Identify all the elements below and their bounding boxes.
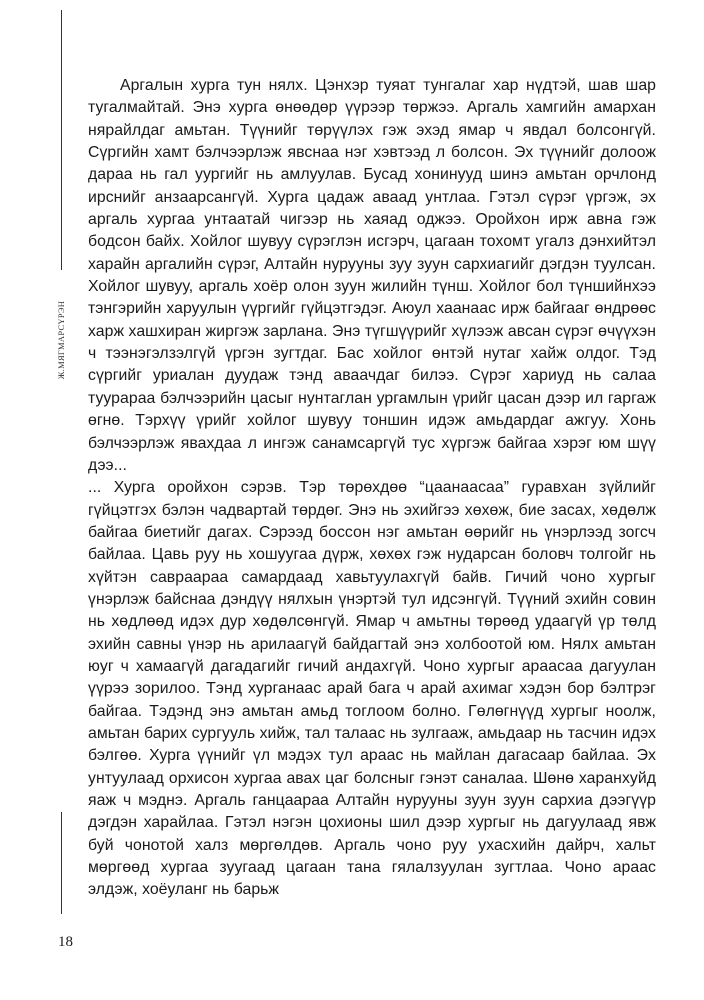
page-number: 18 xyxy=(58,934,73,950)
running-head-author: Ж.МЯГМАРСҮРЭН xyxy=(56,300,66,380)
paragraph-1: Аргалын хурга тун нялх. Цэнхэр туяат тунгалаг хар нүдтэй, шав шар тугалмайтай. Энэ хурга өнөөдөр үүрээр төржээ. Аргаль хамгийн амархан нярайлдаг амьтан. Түүнийг төрүүлэх гэж эхэд ямар ч явдал болсонгүй. Сүргийн хамт бэлчээрлэж явснаа нэг хэвтээд л болсон. Эх түүнийг долоож дараа нь гал уургийг нь амлуулав. Бусад хонинууд шинэ амьтан орчлонд ирснийг анзаарсангүй. Хурга цадаж аваад унтлаа. Гэтэл сүрэг үргэж, эх аргаль хургаа унтаатай чигээр нь хаяад оджээ. Оройхон ирж авна гэж бодсон байх. Хойлог шувуу сүрэглэн исгэрч, цагаан тохомт угалз дэнхийтэл харайн аргалийн сүрэг, Алтайн нурууны зуу зуун сархиагийг дэгдэн туулсан. Хойлог шувуу, аргаль хоёр олон зуун жилийн түнш. Хойлог бол түншийнхээ тэнгэрийн харуулын үүргийг гүйцэтгэдэг. Аюул хаанаас ирж байгааг өндрөөс харж хашхиран жиргэж зарлана. Энэ түгшүүрийг хүлээж авсан сүрэг өчүүхэн ч тээнэгэлзэлгүй үргэн зугтдаг. Бас хойлог өнтэй нутаг хайж олдог. Тэд сүргийг уриалан дуудаж тэнд аваачдаг билээ. Сүрэг хариуд нь салаа туурараа бэлчээрийн цасыг нунтаглан ургамлын үрийг цасан дээр ил гаргаж өгнө. Тэрхүү үрийг хойлог шувуу тоншин идэж амьдардаг ажгуу. Хонь бэлчээрлэж явахдаа л ингэж санамсаргүй тус хүргэж байгаа хэрэг юм шүү дээ... xyxy=(88,77,656,474)
body-text xyxy=(88,75,656,902)
paragraph-2: ... Хурга оройхон сэрэв. Тэр төрөхдөө “цаанаасаа” гуравхан зүйлийг гүйцэтгэх бэлэн чадвартай төрдөг. Энэ нь эхийгээ хөхөж, бие засах, хөдөлж байгаа биетийг дагах. Сэрээд боссон нэг амьтан өөрийг нь үнэрлээд зогсч байлаа. Цавь руу нь хошуугаа дүрж, хөхөх гэж нударсан боловч толгойг нь хүйтэн савраараа самардаад хавьтуулахгүй байв. Гичий чоно хургыг үнэрлэж байснаа дэндүү нялхын үнэртэй тул идсэнгүй. Түүний эхийн совин нь хөдлөөд идэх дур хөдөлсөнгүй. Ямар ч амьтны төрөөд удаагүй үр төлд эхийн савны үнэр нь арилаагүй байдагтай энэ холбоотой юм. Нялх амьтан юуг ч хамаагүй дагадагийг гичий андахгүй. Чоно хургыг араасаа дагуулан үүрээ зорилоо. Тэнд хурганаас арай бага ч арай ахимаг хэдэн бор бэлтрэг байгаа. Тэдэнд энэ амьтан амьд тоглоом болно. Гөлөгнүүд хургыг ноолж, амьтан барих сургууль хийж, тал талаас нь зулгааж, амьдаар нь тасчин идэх бэлгөө. Хурга үүнийг үл мэдэх тул араас нь майлан дагасаар байлаа. Эх унтуулаад орхисон хургаа авах цаг болсныг гэнэт саналаа. Шөнө харанхуйд яаж ч мэднэ. Аргаль ганцаараа Алтайн нурууны зуун зуун сархиа дээгүүр дэгдэн харайлаа. Гэтэл нэгэн цохионы шил дээр хургыг нь дагуулаад явж буй чонотой халз мөргөлдөв. Аргаль чоно руу ухасхийн дайрч, хальт мөргөөд хургаа зуугаад цагаан тана гялалзуулан зугтлаа. Чоно араас элдэж, хоёуланг нь барьж xyxy=(88,479,656,899)
margin-rule-bottom xyxy=(61,812,62,914)
margin-rule-top xyxy=(61,10,62,270)
